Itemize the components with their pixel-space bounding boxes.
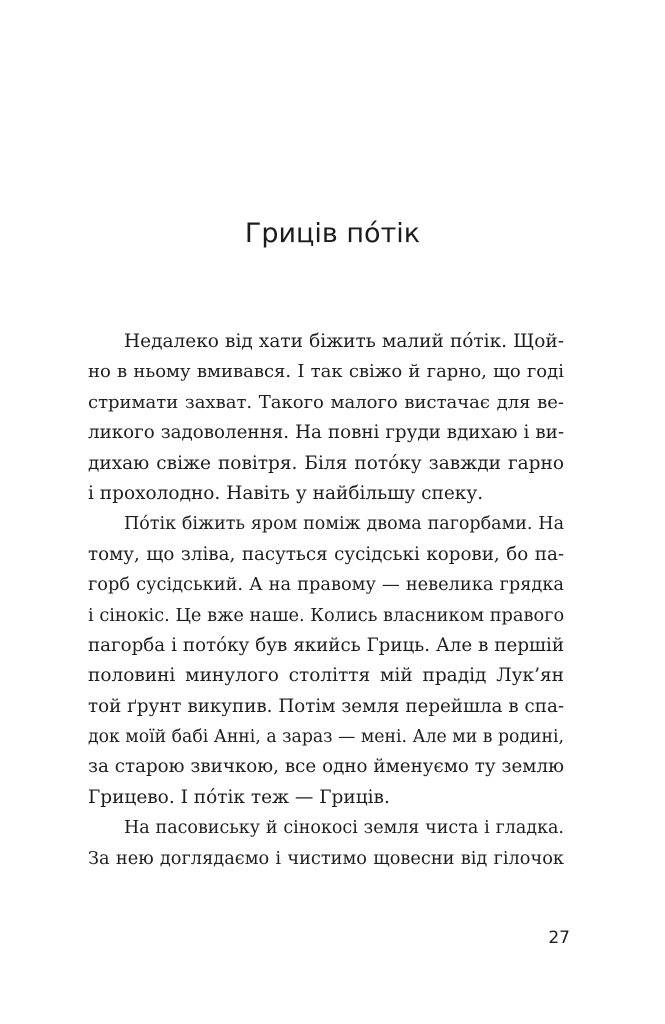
- text-line: тому, що зліва, пасуться сусідські корови, бо па-: [88, 543, 564, 565]
- text-line: і сінокіс. Це вже наше. Колись власником правого: [88, 605, 565, 626]
- text-line: і прохолодно. Навіть у найбільшу спеку.: [88, 482, 484, 504]
- text-line: На пасовиську й сінокосі земля чиста і гладка.: [124, 818, 564, 839]
- text-line: док моїй бабі Анні, а зараз — мені. Але ми в родині,: [88, 727, 564, 748]
- text-line: пагорба і пото́ку був якийсь Гриць. Але в першій: [88, 634, 564, 656]
- text-line: За нею доглядаємо і чистимо щовесни від гілочок: [88, 848, 564, 869]
- text-line: Грицево. І по́тік теж — Гриців.: [88, 786, 390, 808]
- body-text: [88, 327, 564, 874]
- text-line: той ґрунт викупив. Потім земля перейшла в спа-: [88, 695, 564, 717]
- text-line: за старою звичкою, все одно йменуємо ту землю: [88, 756, 564, 778]
- text-line: По́тік біжить яром поміж двома пагорбами. На: [124, 514, 564, 535]
- text-line: но в ньому вмивався. І так свіжо й гарно, що годі: [88, 361, 564, 383]
- text-line: половині минулого століття мій прадід Лук’ян: [88, 665, 564, 687]
- page-number: 27: [548, 928, 570, 948]
- chapter-title: Гриців по́тік: [244, 218, 421, 249]
- text-line: стримати захват. Такого малого вистачає для ве-: [88, 391, 564, 413]
- text-line: Недалеко від хати біжить малий по́тік. Щой-: [124, 331, 564, 352]
- text-line: дихаю свіже повітря. Біля пото́ку завжди гарно: [88, 452, 564, 474]
- text-line: ликого задоволення. На повні груди вдихаю і ви-: [88, 422, 564, 444]
- text-line: горб сусідський. А на правому — невелика грядка: [88, 575, 564, 596]
